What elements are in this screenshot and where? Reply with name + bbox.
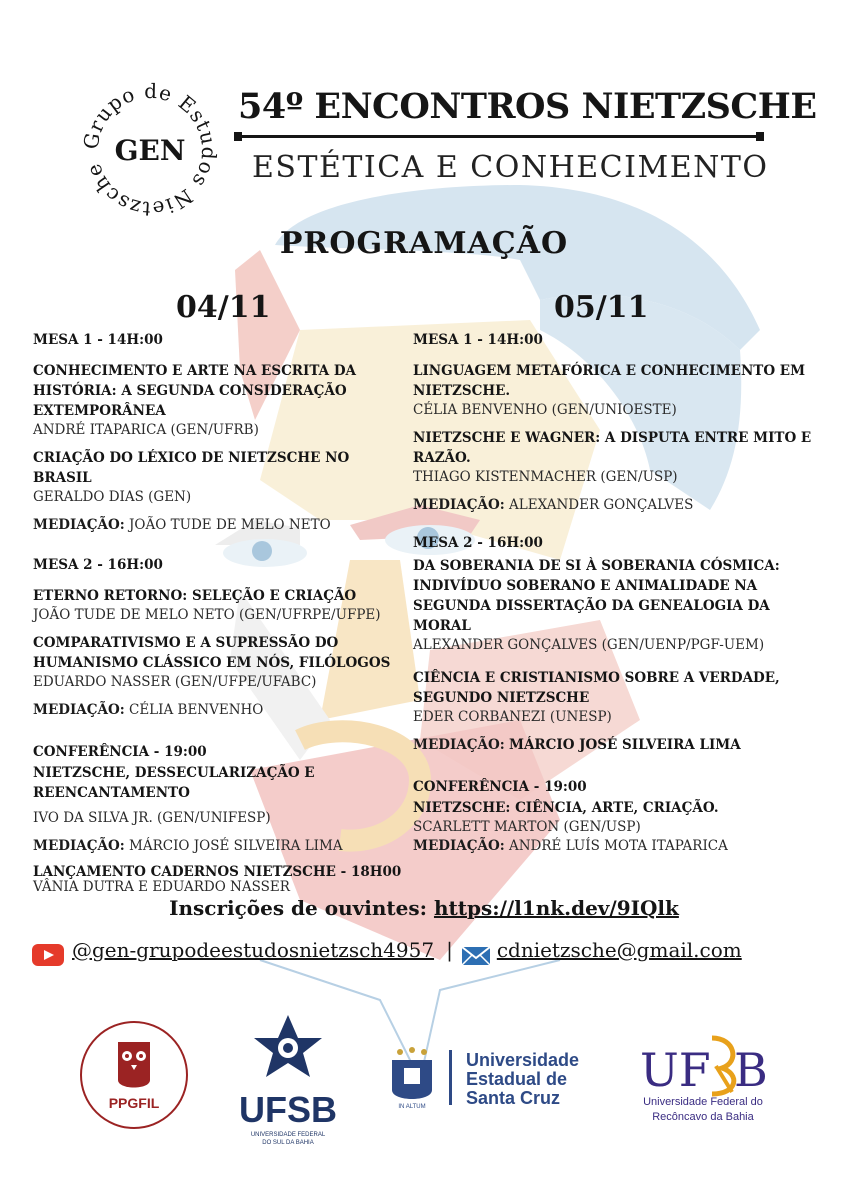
uesc-crest-icon: [392, 1047, 432, 1099]
contact-line: [32, 934, 742, 966]
mediation: [33, 836, 403, 856]
talk-author: GERALDO DIAS (GEN): [33, 489, 192, 505]
registration-label: Inscrições de ouvintes:: [169, 896, 427, 920]
talk-author: IVO DA SILVA JR. (GEN/UNIFESP): [33, 810, 271, 826]
uesc-line-1: Universidade: [466, 1050, 580, 1070]
page-subtitle: ESTÉTICA E CONHECIMENTO: [252, 150, 769, 185]
mediation: [413, 836, 813, 856]
registration-line: [0, 896, 848, 920]
mediation-name: ALEXANDER GONÇALVES: [509, 497, 694, 513]
mediation-name: MÁRCIO JOSÉ SILVEIRA LIMA: [129, 838, 343, 854]
mediation-name: ANDRÉ LUÍS MOTA ITAPARICA: [509, 838, 728, 854]
title-divider: [236, 135, 762, 138]
talk-title: CRIAÇÃO DO LÉXICO DE NIETZSCHE NO BRASIL: [33, 450, 350, 486]
talk: [33, 448, 403, 506]
uesc-line-3: Santa Cruz: [466, 1088, 561, 1108]
talk: [33, 633, 403, 691]
talk-title: CIÊNCIA E CRISTIANISMO SOBRE A VERDADE, SEGUNDO NIETZSCHE: [413, 670, 780, 706]
mediation-label: MEDIAÇÃO:: [413, 497, 505, 513]
session-heading: CONFERÊNCIA - 19:00: [33, 744, 207, 760]
day-2-mesa-1: [413, 332, 813, 515]
talk-author: THIAGO KISTENMACHER (GEN/USP): [413, 469, 678, 485]
talk-author: EDUARDO NASSER (GEN/UFPE/UFABC): [33, 674, 317, 690]
launch-title: LANÇAMENTO CADERNOS NIETZSCHE - 18H00: [33, 864, 402, 880]
gen-logo: [80, 80, 220, 220]
uesc-logo: [392, 1047, 579, 1110]
talk-title: CONHECIMENTO E ARTE NA ESCRITA DA HISTÓRIA: A SEGUNDA CONSIDERAÇÃO EXTEMPORÂNEA: [33, 363, 357, 419]
talk-author: JOÃO TUDE DE MELO NETO (GEN/UFRPE/UFPE): [33, 607, 381, 623]
ufsb-subtitle-1: UNIVERSIDADE FEDERAL: [250, 1132, 326, 1138]
youtube-handle[interactable]: @gen-grupodeestudosnietzsch4957: [72, 938, 435, 962]
mediation-label: MEDIAÇÃO:: [413, 838, 505, 854]
talk: [33, 763, 403, 827]
talk: [33, 361, 403, 439]
talk-title: DA SOBERANIA DE SI À SOBERANIA CÓSMICA: INDIVÍDUO SOBERANO E ANIMALIDADE NA SEGUNDA DISSERTAÇÃO DA GENEALOGIA DA MORAL: [413, 558, 780, 634]
launch-names: VÂNIA DUTRA E EDUARDO NASSER: [33, 879, 290, 895]
contact-separator: |: [446, 938, 453, 962]
mediation-label: MEDIAÇÃO:: [413, 737, 505, 753]
mediation-name: CÉLIA BENVENHO: [129, 702, 264, 718]
page-title: 54º ENCONTROS NIETZSCHE: [238, 86, 817, 127]
ufsb-subtitle-2: DO SUL DA BAHIA: [262, 1140, 314, 1146]
ufrb-r-mark-icon: [712, 1038, 734, 1094]
mediation-name: JOÃO TUDE DE MELO NETO: [129, 517, 331, 533]
mediation: [33, 700, 403, 720]
star-icon: [254, 1015, 322, 1077]
institution-logos: [0, 1010, 848, 1160]
ppgfil-text: PPGFIL: [108, 1095, 160, 1111]
session-heading: MESA 2 - 16H:00: [413, 535, 543, 551]
day-1-mesa-1: [33, 332, 403, 535]
gen-logo-center: GEN: [114, 134, 186, 167]
talk-title: NIETZSCHE: CIÊNCIA, ARTE, CRIAÇÃO.: [413, 800, 719, 816]
session-heading: CONFERÊNCIA - 19:00: [413, 779, 587, 795]
ppgfil-logo: [81, 1022, 187, 1128]
uesc-motto: IN ALTUM: [398, 1104, 426, 1110]
talk-title: NIETZSCHE, DESSECULARIZAÇÃO E REENCANTAMENTO: [33, 765, 315, 801]
email-address[interactable]: cdnietzsche@gmail.com: [496, 938, 742, 962]
talk-title: ETERNO RETORNO: SELEÇÃO E CRIAÇÃO: [33, 588, 357, 604]
talk-title: NIETZSCHE E WAGNER: A DISPUTA ENTRE MITO E RAZÃO.: [413, 430, 812, 466]
day-1-program: [33, 332, 403, 894]
gen-logo-ring-text: Grupo de Estudos Nietzsche: [80, 80, 220, 220]
talk-author: ANDRÉ ITAPARICA (GEN/UFRB): [33, 422, 259, 438]
talk-author: CÉLIA BENVENHO (GEN/UNIOESTE): [413, 402, 677, 418]
talk: [413, 798, 813, 836]
talk-author: ALEXANDER GONÇALVES (GEN/UENP/PGF-UEM): [413, 637, 765, 653]
talk: [413, 556, 813, 654]
session-heading: MESA 2 - 16H:00: [33, 557, 163, 573]
mail-icon: [461, 946, 491, 966]
section-heading: PROGRAMAÇÃO: [279, 226, 569, 261]
uesc-line-2: Estadual de: [466, 1069, 568, 1089]
ufrb-subtitle-2: Recôncavo da Bahia: [652, 1111, 754, 1123]
registration-link[interactable]: https://l1nk.dev/9IQlk: [433, 896, 679, 920]
mediation: [413, 495, 813, 515]
mediation: [33, 515, 403, 535]
talk: [413, 668, 813, 726]
ufrb-text-left: UF: [640, 1043, 711, 1097]
talk-author: EDER CORBANEZI (UNESP): [413, 709, 612, 725]
ufsb-logo: [239, 1015, 337, 1146]
talk: [413, 428, 813, 486]
owl-icon: [118, 1042, 150, 1088]
day-2-conferencia: [413, 779, 813, 856]
day-1-mesa-2: [33, 557, 403, 720]
session-heading: MESA 1 - 14H:00: [33, 332, 163, 348]
day-1-date: 04/11: [176, 290, 271, 325]
talk-title: COMPARATIVISMO E A SUPRESSÃO DO HUMANISMO CLÁSSICO EM NÓS, FILÓLOGOS: [33, 635, 391, 671]
mediation-label: MEDIAÇÃO:: [33, 702, 125, 718]
mediation-label: MEDIAÇÃO:: [33, 517, 125, 533]
ufrb-subtitle-1: Universidade Federal do: [643, 1096, 763, 1108]
ufsb-text: UFSB: [239, 1089, 337, 1130]
talk-author: SCARLETT MARTON (GEN/USP): [413, 819, 641, 835]
talk-title: LINGUAGEM METAFÓRICA E CONHECIMENTO EM NIETZSCHE.: [413, 363, 806, 399]
ufrb-text-right: B: [734, 1043, 768, 1097]
day-2-date: 05/11: [554, 290, 649, 325]
ufrb-logo: [640, 1038, 768, 1123]
mediation-name: MÁRCIO JOSÉ SILVEIRA LIMA: [509, 737, 741, 753]
day-2-mesa-2: [413, 535, 813, 755]
youtube-icon: [32, 944, 64, 966]
session-heading: MESA 1 - 14H:00: [413, 332, 543, 348]
talk: [33, 586, 403, 624]
mediation: [413, 735, 813, 755]
day-2-program: [413, 332, 813, 870]
talk: [413, 361, 813, 419]
day-1-conferencia: [33, 744, 403, 856]
mediation-label: MEDIAÇÃO:: [33, 838, 125, 854]
